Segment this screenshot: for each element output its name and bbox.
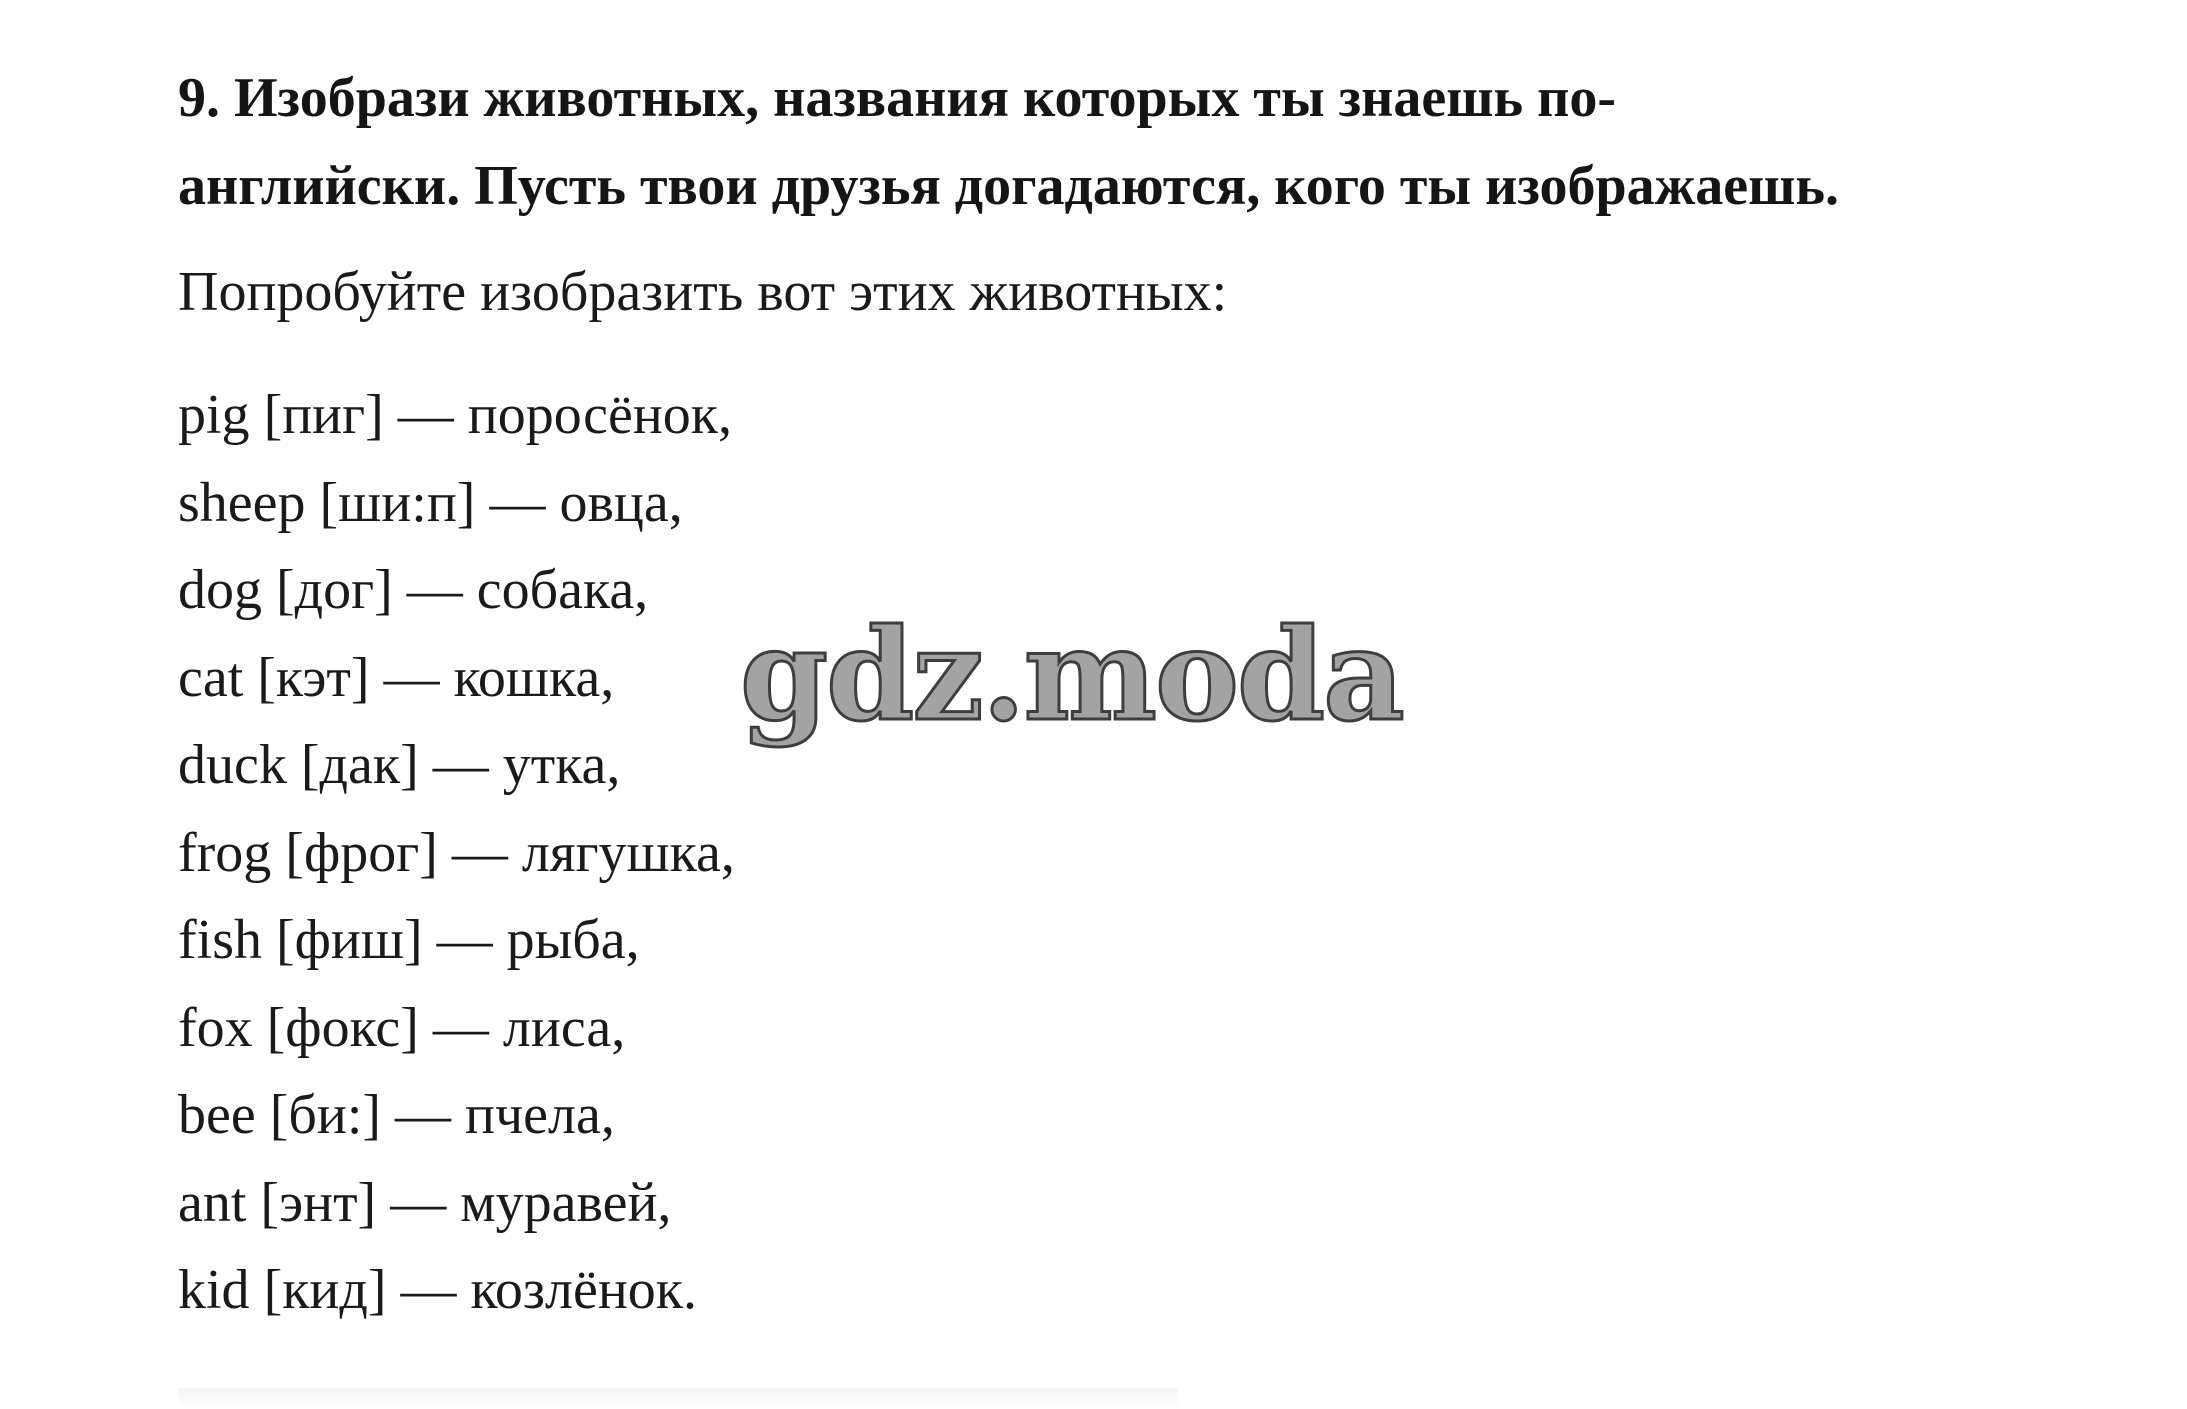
translation: поросёнок, xyxy=(467,384,733,446)
dash: — xyxy=(400,1259,457,1321)
transcription: [фокс] xyxy=(266,996,419,1059)
translation: лиса, xyxy=(502,996,626,1059)
task-heading-line-1: 9. Изобрази животных, названия которых ты знаешь по- xyxy=(178,67,1617,129)
transcription: [кэт] xyxy=(257,646,370,709)
english-word: duck xyxy=(178,734,287,796)
list-item-dog xyxy=(178,547,749,635)
transcription: [энт] xyxy=(260,1171,377,1234)
list-item-cat xyxy=(178,635,749,723)
list-item-ant xyxy=(178,1160,749,1248)
english-word: pig xyxy=(178,384,250,446)
translation: лягушка, xyxy=(521,821,735,884)
dash: — xyxy=(451,821,508,884)
list-item-kid xyxy=(178,1247,749,1335)
dash: — xyxy=(489,471,546,534)
translation: кошка, xyxy=(453,646,615,709)
english-word: kid xyxy=(178,1259,250,1321)
list-item-bee xyxy=(178,1072,749,1160)
translation: рыба, xyxy=(506,909,640,971)
task-heading xyxy=(178,54,2078,230)
english-word: fox xyxy=(178,996,253,1059)
bottom-edge-shadow xyxy=(178,1388,1178,1409)
transcription: [ши:п] xyxy=(319,471,476,534)
watermark-logo: gdz.moda xyxy=(740,601,1403,749)
dash: — xyxy=(383,646,440,709)
translation: козлёнок. xyxy=(470,1259,697,1321)
list-item-pig xyxy=(178,372,749,460)
list-item-duck xyxy=(178,722,749,810)
list-item-sheep xyxy=(178,460,749,548)
english-word: bee xyxy=(178,1084,256,1146)
english-word: ant xyxy=(178,1171,247,1234)
animal-word-list xyxy=(178,372,749,1335)
translation: собака, xyxy=(476,559,649,621)
translation: пчела, xyxy=(465,1084,615,1146)
dash: — xyxy=(432,996,489,1059)
english-word: cat xyxy=(178,646,244,709)
transcription: [фиш] xyxy=(276,909,423,971)
translation: овца, xyxy=(559,471,683,534)
task-heading-line-2: английски. Пусть твои друзья догадаются, кого ты изображаешь. xyxy=(178,155,1839,217)
transcription: [фрог] xyxy=(285,821,438,884)
transcription: [кид] xyxy=(263,1259,387,1321)
list-item-fish xyxy=(178,897,749,985)
dash: — xyxy=(395,1084,452,1146)
english-word: dog xyxy=(178,559,262,621)
english-word: fish xyxy=(178,909,262,971)
intro-text: Попробуйте изобразить вот этих животных: xyxy=(178,261,1228,323)
translation: муравей, xyxy=(460,1171,672,1234)
english-word: frog xyxy=(178,821,272,884)
english-word: sheep xyxy=(178,471,306,534)
dash: — xyxy=(406,559,463,621)
dash: — xyxy=(432,734,489,796)
dash: — xyxy=(390,1171,447,1234)
translation: утка, xyxy=(502,734,621,796)
list-item-frog xyxy=(178,810,749,898)
transcription: [би:] xyxy=(269,1084,382,1146)
list-item-fox xyxy=(178,985,749,1073)
transcription: [пиг] xyxy=(263,384,384,446)
transcription: [дог] xyxy=(276,559,393,621)
transcription: [дак] xyxy=(300,734,419,796)
dash: — xyxy=(397,384,454,446)
dash: — xyxy=(436,909,493,971)
